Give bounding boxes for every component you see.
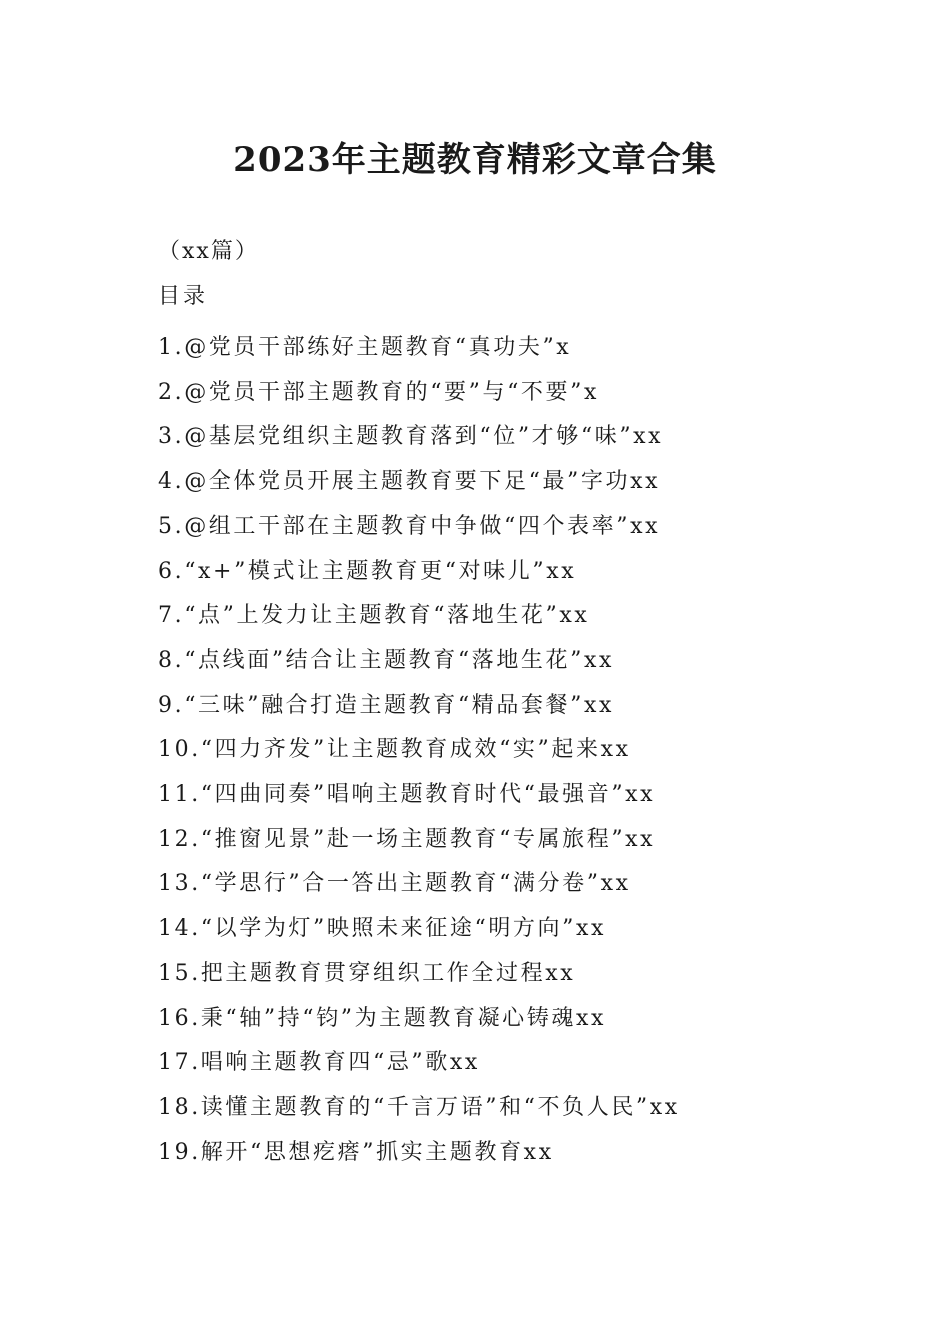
toc-item: 9.“三味”融合打造主题教育“精品套餐”xx <box>158 692 614 718</box>
toc-item: 7.“点”上发力让主题教育“落地生花”xx <box>158 603 590 629</box>
toc-item: 6.“x+”模式让主题教育更“对味儿”xx <box>158 558 577 584</box>
toc-item: 5.@组工干部在主题教育中争做“四个表率”xx <box>158 513 661 539</box>
toc-heading: 目录 <box>158 284 209 309</box>
toc-item: 16.秉“轴”持“钧”为主题教育凝心铸魂xx <box>158 1005 606 1031</box>
toc-item: 17.唱响主题教育四“忌”歌xx <box>158 1050 480 1076</box>
toc-item: 18.读懂主题教育的“千言万语”和“不负人民”xx <box>158 1094 680 1120</box>
document-title: 2023年主题教育精彩文章合集 <box>233 140 717 180</box>
article-count: （xx篇） <box>158 239 259 264</box>
toc-item: 8.“点线面”结合让主题教育“落地生花”xx <box>158 647 614 673</box>
toc-item: 13.“学思行”合一答出主题教育“满分卷”xx <box>158 871 631 897</box>
toc-item: 14.“以学为灯”映照未来征途“明方向”xx <box>158 916 606 942</box>
toc-item: 4.@全体党员开展主题教育要下足“最”字功xx <box>158 469 661 495</box>
toc-item: 3.@基层党组织主题教育落到“位”才够“味”xx <box>158 424 664 450</box>
toc-item: 15.把主题教育贯穿组织工作全过程xx <box>158 960 576 986</box>
toc-item: 10.“四力齐发”让主题教育成效“实”起来xx <box>158 737 631 763</box>
toc-item: 2.@党员干部主题教育的“要”与“不要”x <box>158 379 599 405</box>
toc-item: 1.@党员干部练好主题教育“真功夫”x <box>158 335 572 360</box>
table-of-contents <box>158 326 878 1175</box>
toc-item: 12.“推窗见景”赴一场主题教育“专属旅程”xx <box>158 826 656 852</box>
toc-item: 19.解开“思想疙瘩”抓实主题教育xx <box>158 1139 554 1165</box>
toc-item: 11.“四曲同奏”唱响主题教育时代“最强音”xx <box>158 782 656 808</box>
